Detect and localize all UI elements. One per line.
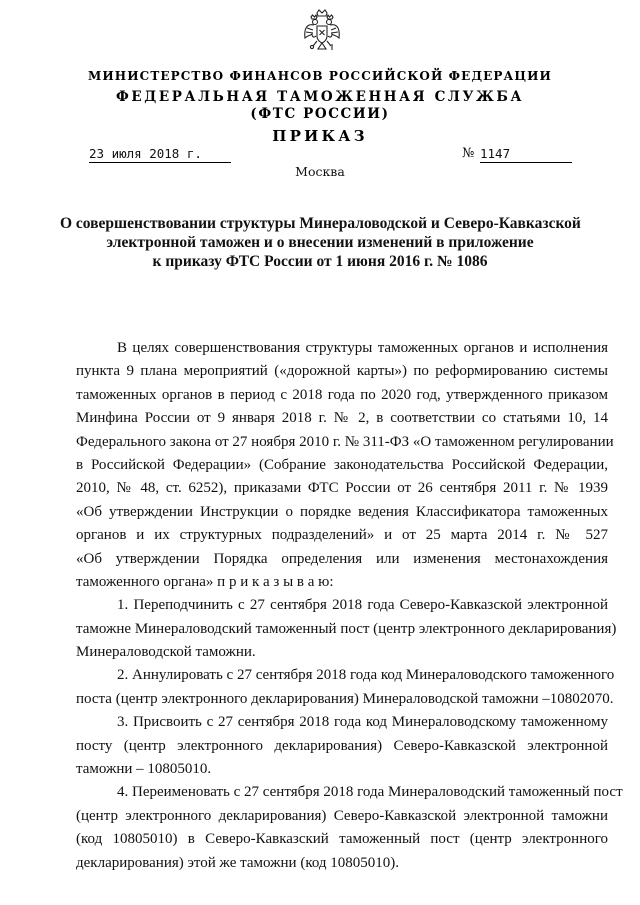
ministry-name: МИНИСТЕРСТВО ФИНАНСОВ РОССИЙСКОЙ ФЕДЕРАЦИИ [87,69,552,83]
body-line: 1. Переподчинить с 27 сентября 2018 года Северо-Кавказской электронной [117,597,608,614]
title-line: электронной таможен и о внесении изменений в приложение [106,234,534,251]
order-date: 23 июля 2018 г. [89,146,231,163]
title-line: к приказу ФТС России от 1 июня 2016 г. № 1086 [152,253,488,270]
service-abbreviation: (ФТС РОССИИ) [250,106,390,122]
body-line: (код 10805010) в Северо-Кавказский таможенный пост (центр электронного [76,831,608,848]
body-line: (центр электронного декларирования) Северо-Кавказской электронной таможни [76,807,608,824]
body-line: «Об утверждении Инструкции о порядке ведения Классификатора таможенных [76,503,608,520]
body-line: Минераловодской таможни. [76,644,256,661]
body-line: Федерального закона от 27 ноября 2010 г. № 311-ФЗ «О таможенном регулировании [76,433,614,450]
body-line: Минфина России от 9 января 2018 г. № 2, в соответствии со статьями 10, 14 [76,410,608,427]
issue-city: Москва [295,164,345,179]
order-number-sign: № [462,146,475,161]
body-line: таможенных органов в период с 2018 года по 2020 год, утвержденного приказом [76,386,608,403]
body-line: таможне Минераловодский таможенный пост (центр электронного декларирования) [76,620,617,637]
order-body [76,337,623,875]
body-line: таможенного органа» п р и к а з ы в а ю: [76,573,334,590]
body-line: таможни – 10805010. [76,761,212,778]
body-line: органов и их структурных подразделений» и от 25 марта 2014 г. № 527 [76,527,608,544]
document-type: ПРИКАЗ [272,127,368,145]
body-line: посту (центр электронного декларирования) Северо-Кавказской электронной [76,737,608,754]
body-line: пункта 9 плана мероприятий («дорожной карты») по реформированию системы [76,363,608,380]
body-line: в Российской Федерации» (Собрание законодательства Российской Федерации, [76,456,608,473]
body-line: «Об утверждении Порядка определения или изменения местонахождения [76,550,608,567]
body-line: В целях совершенствования структуры таможенных органов и исполнения [117,340,608,356]
body-line: декларирования) этой же таможни (код 10805010). [76,854,400,871]
body-line: 4. Переименовать с 27 сентября 2018 года Минераловодский таможенный пост [117,784,623,801]
service-name: ФЕДЕРАЛЬНАЯ ТАМОЖЕННАЯ СЛУЖБА [115,89,525,105]
coat-of-arms-icon [302,8,342,54]
body-line: 3. Присвоить с 27 сентября 2018 года код Минераловодскому таможенному [117,714,608,731]
title-line: О совершенствовании структуры Минераловодской и Северо-Кавказской [60,215,581,232]
order-title [60,214,580,271]
order-number: 1147 [480,146,572,163]
body-line: 2010, № 48, ст. 6252), приказами ФТС России от 26 сентября 2011 г. № 1939 [76,480,608,497]
body-line: поста (центр электронного декларирования) Минераловодской таможни –10802070. [76,690,614,707]
body-line: 2. Аннулировать с 27 сентября 2018 года код Минераловодского таможенного [117,667,615,684]
